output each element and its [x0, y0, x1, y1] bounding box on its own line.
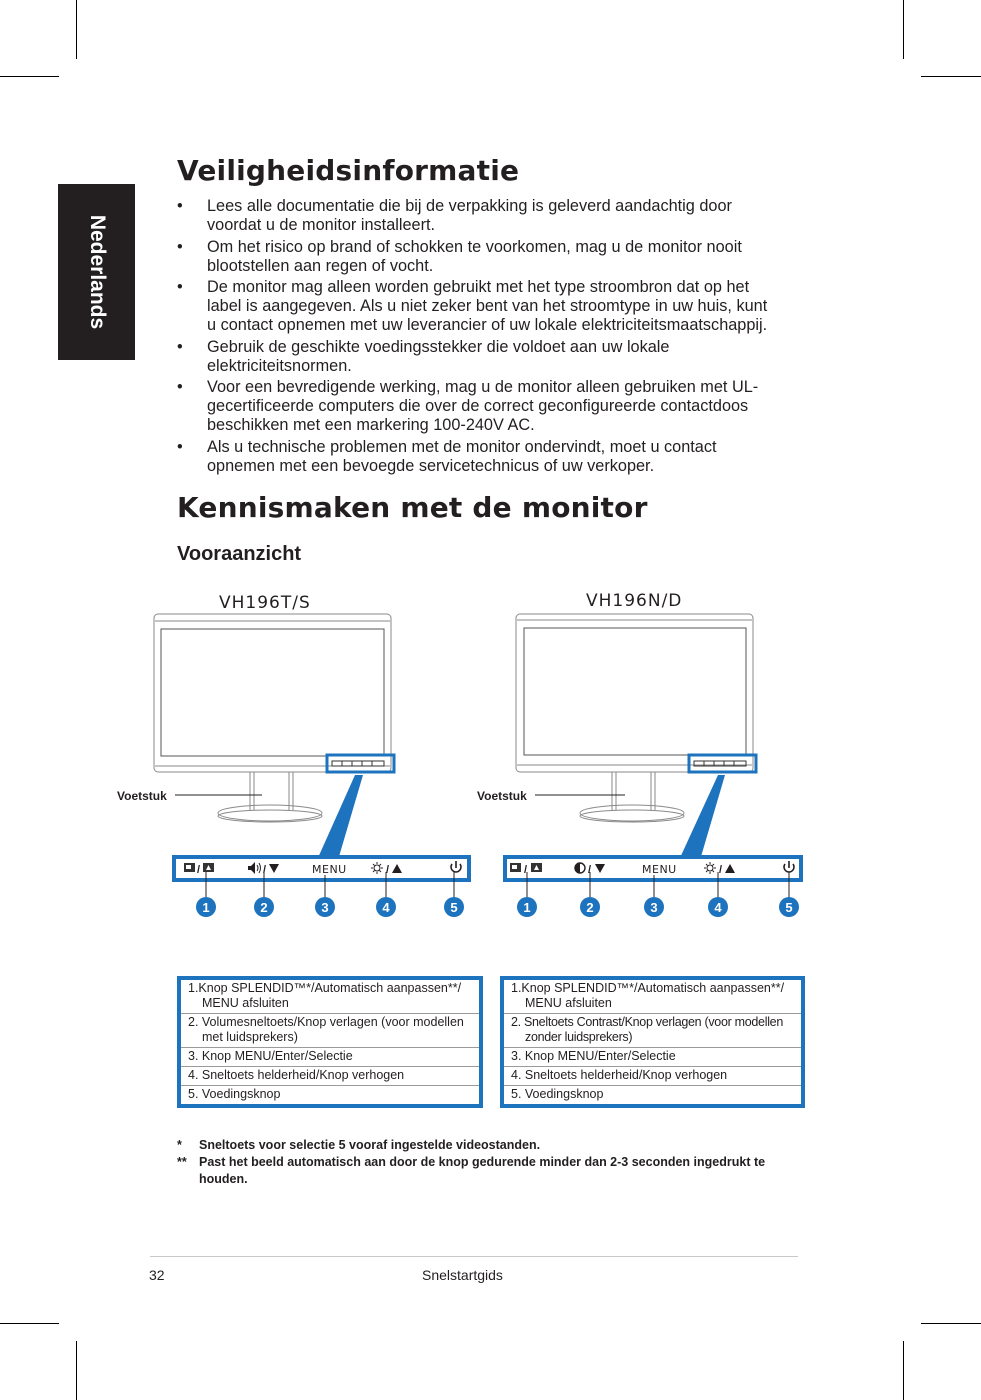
bullet-marker: •	[177, 197, 183, 215]
crop-mark	[76, 1341, 77, 1400]
stand-label-left: Voetstuk	[117, 789, 167, 803]
footnote: ** Past het beeld automatisch aan door de knop gedurende minder dan 2-3 seconden ingedrukt te houden.	[177, 1155, 766, 1186]
model-label-left: VH196T/S	[219, 593, 311, 613]
bullet-item: • Om het risico op brand of schokken te voorkomen, mag u de monitor nooit blootstellen aan regen of vocht.	[177, 237, 742, 275]
bullet-marker: •	[177, 237, 183, 256]
stand-base	[218, 805, 322, 821]
callout-number: 1	[523, 900, 531, 915]
legend-box-right	[500, 976, 805, 1108]
bullet-item: • Gebruik de geschikte voedingsstekker die voldoet aan uw lokale elektriciteitsnormen.	[177, 337, 670, 375]
bullet-item: • De monitor mag alleen worden gebruikt met het type stroombron dat op het label is aangegeven. Als u niet zeker bent van het stroomtype in uw huis, kunt u contact opnemen met uw leverancier of uw lokale elektriciteitsmaatschappij.	[177, 278, 768, 334]
bullet-item: • Voor een bevredigende werking, mag u de monitor alleen gebruiken met UL- gecertificeerde computers die over de correct geconfigureerde contactdoos beschikken met een markering 100-240V AC.	[177, 378, 759, 434]
crop-mark	[0, 1323, 59, 1324]
callout-pointer	[679, 775, 725, 860]
callout-number: 4	[714, 900, 722, 915]
legend-row: 5. Voedingsknop	[511, 1087, 604, 1101]
crop-mark	[921, 1323, 981, 1324]
bullet-item: • Lees alle documentatie die bij de verpakking is geleverd aandachtig door voordat u de monitor installeert.	[177, 197, 732, 234]
svg-text:/: /	[263, 864, 267, 876]
stand-base	[580, 805, 684, 821]
menu-label-left: MENU	[312, 863, 347, 876]
menu-label-right: MENU	[642, 863, 677, 876]
stand-label-right: Voetstuk	[477, 789, 527, 803]
page-number: 32	[149, 1267, 165, 1283]
legend-row: 1.Knop SPLENDID™*/Automatisch aanpassen**/ MENU afsluiten	[181, 980, 479, 1014]
section-title-safety: Veiligheidsinformatie	[177, 154, 520, 187]
footnotes	[177, 1137, 807, 1188]
svg-text:/: /	[197, 864, 201, 876]
legend-row: 4. Sneltoets helderheid/Knop verhogen	[504, 1067, 801, 1086]
legend-row: 3. Knop MENU/Enter/Selectie	[504, 1048, 801, 1067]
callout-number: 3	[650, 900, 658, 915]
callout-number: 3	[321, 900, 329, 915]
legend-row: 4. Sneltoets helderheid/Knop verhogen	[181, 1067, 479, 1086]
bullet-marker: •	[177, 437, 183, 456]
callout-number: 5	[450, 900, 458, 915]
legend-row: 1.Knop SPLENDID™*/Automatisch aanpassen**/ MENU afsluiten	[504, 980, 801, 1014]
footer-title: Snelstartgids	[422, 1267, 503, 1283]
crop-mark	[903, 1341, 904, 1400]
model-label-right: VH196N/D	[586, 591, 683, 611]
legend-row: 5. Voedingsknop	[188, 1087, 281, 1101]
svg-text:/: /	[386, 864, 390, 876]
callout-number: 2	[586, 900, 594, 915]
callout-number: 1	[202, 900, 210, 915]
callout-pointer	[317, 775, 363, 860]
footnote: * Sneltoets voor selectie 5 vooraf ingestelde videostanden.	[177, 1138, 541, 1152]
svg-text:/: /	[588, 864, 592, 876]
language-tab-label: Nederlands	[85, 214, 109, 330]
monitor-bezel	[154, 614, 391, 772]
monitor-bezel	[516, 614, 753, 772]
legend-row: 2. Sneltoets Contrast/Knop verlagen (voor modellen zonder luidsprekers)	[504, 1014, 801, 1048]
svg-text:/: /	[524, 864, 528, 876]
legend-row: 2. Volumesneltoets/Knop verlagen (voor modellen met luidsprekers)	[181, 1014, 479, 1048]
footer-divider	[150, 1256, 798, 1257]
subsection-title-front-view: Vooraanzicht	[177, 543, 302, 565]
bullet-marker: •	[177, 278, 183, 296]
monitor-screen	[161, 629, 384, 756]
callout-number: 5	[785, 900, 793, 915]
monitor-screen	[524, 628, 746, 755]
svg-text:/: /	[719, 864, 723, 876]
callout-number: 2	[260, 900, 268, 915]
bullet-item: • Als u technische problemen met de monitor ondervindt, moet u contact opnemen met een bevoegde servicetechnicus of uw verkoper.	[177, 437, 717, 475]
legend-box-left	[177, 976, 483, 1108]
callout-number: 4	[382, 900, 390, 915]
bullet-marker: •	[177, 378, 183, 396]
section-title-monitor: Kennismaken met de monitor	[177, 491, 648, 524]
legend-row: 3. Knop MENU/Enter/Selectie	[181, 1048, 479, 1067]
bullet-marker: •	[177, 337, 183, 356]
